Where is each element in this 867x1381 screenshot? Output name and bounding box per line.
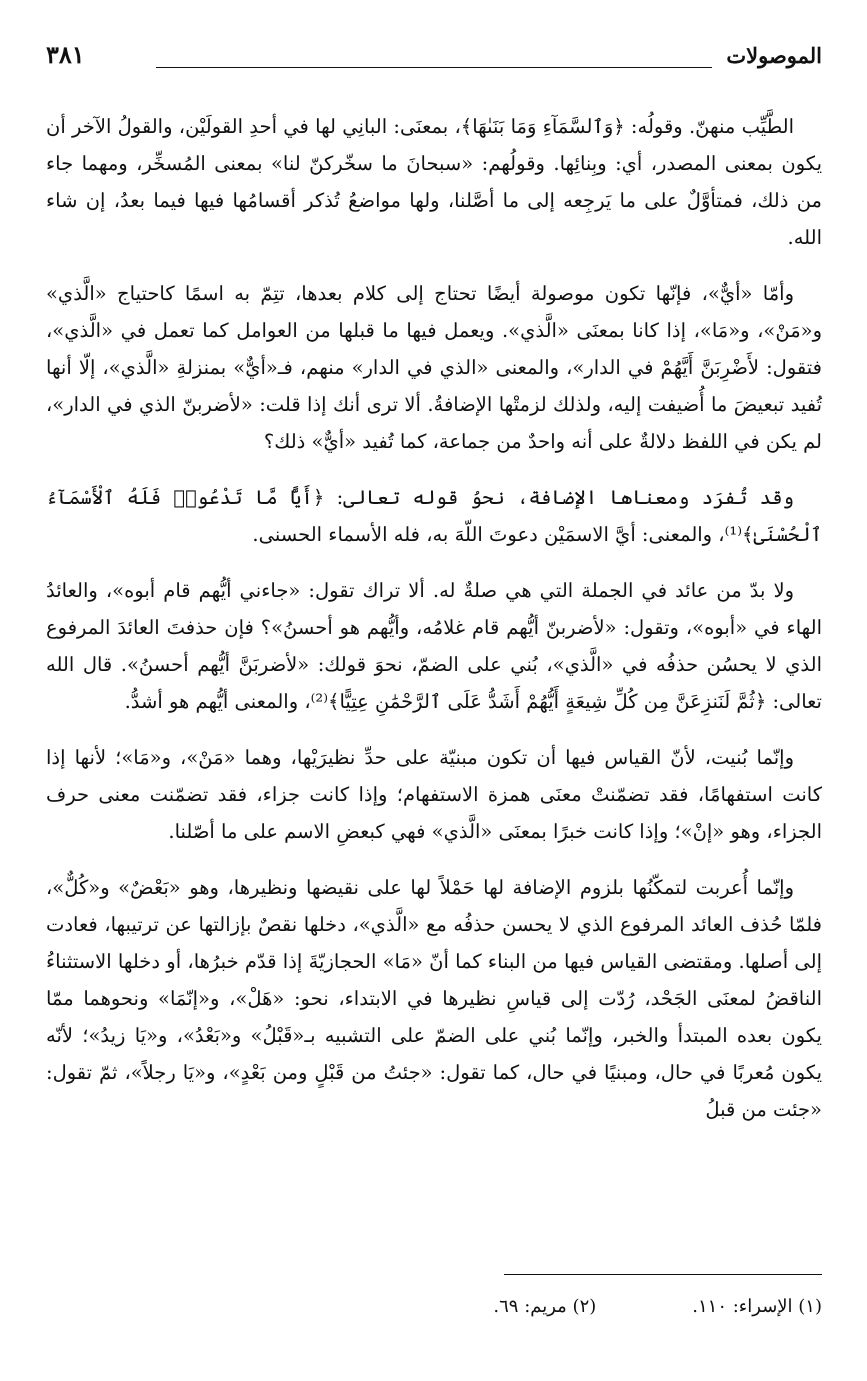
page-header	[46, 38, 822, 78]
book-page	[46, 38, 822, 1358]
paragraph: وقد تُفرَد ومعناها الإضافة، نحوُ قوله تعالى: ﴿أَيًّا مَّا تَدْعُوا۟ فَلَهُ ٱلْأَسْمَآءُ ٱلْحُسْنَىٰ﴾⁽¹⁾، والمعنى: أيَّ الاسمَيْن دعوتَ اللّهَ به، فله الأسماء الحسنى.	[46, 486, 822, 546]
paragraph: ولا بدّ من عائد في الجملة التي هي صلةٌ له. ألا تراك تقول: «جاءني أيُّهم قام أبوه»، والعائدُ الهاء في «أبوه»، وتقول: «لأضربنّ أيُّهم قام غلامُه، وأيُّهم هو أحسنُ»؟ فإن حذفتَ العائدَ المرفوع الذي لا يحسُن حذفُه في «الَّذي»، بُني على الضمّ، نحوَ قولك: «لأضربَنَّ أيُّهم أحسنُ». قال الله تعالى: ﴿ثُمَّ لَنَنزِعَنَّ مِن كُلِّ شِيعَةٍ أَيُّهُمْ أَشَدُّ عَلَى ٱلرَّحْمَٰنِ عِتِيًّا﴾⁽²⁾، والمعنى أيُّهم هو أشدُّ.	[46, 579, 822, 713]
paragraph: وأمّا «أيٌّ»، فإنّها تكون موصولة أيضًا تحتاج إلى كلام بعدها، تتِمّ به اسمًا كاحتياج «الَّذي» و«مَنْ»، و«مَا»، إذا كانا بمعنَى «الَّذي». ويعمل فيها ما قبلها من العوامل كما تعمل في «الَّذي»، فتقول: لأَضْرِبَنَّ أَيَّهُمْ في الدار»، والمعنى «الذي في الدار» منهم، فـ«أيٌّ» بمنزلةِ «الَّذي»، إلّا أنها تُفيد تبعيضَ ما أُضيفت إليه، ولذلك لزمتْها الإضافةُ. ألا ترى أنك إذا قلت: «لأضربنّ الذي في الدار»، لم يكن في اللفظ دلالةٌ على أنه واحدٌ من جماعة، كما تُفيد «أيٌّ» ذلك؟	[46, 282, 822, 453]
footnote-rule	[504, 1274, 822, 1275]
header-rule	[156, 67, 712, 68]
paragraph: الطَّيِّب منهنّ. وقولُه: ﴿وَٱلسَّمَآءِ وَمَا بَنَىٰهَا﴾، بمعنَى: البانِي لها في أحدِ القولَيْن، والقولُ الآخر أن يكون بمعنى المصدر، أي: وبِنائِها. وقولُهم: «سبحانَ ما سخّركنّ لنا» بمعنى المُسخِّر، ومهما جاء من ذلك، فمتأوَّلٌ على ما يَرجِعه إلى ما أصَّلنا، ولها مواضعُ تُذكر أقسامُها فيها فيما بعدُ، إن شاء الله.	[46, 115, 822, 249]
chapter-title: الموصولات	[726, 43, 822, 68]
footnote: (١) الإسراء: ١١٠.	[692, 1296, 822, 1317]
footnotes	[46, 1294, 822, 1320]
page-body	[46, 108, 822, 1128]
page-number: ٣٨١	[46, 40, 85, 69]
paragraph: وإنّما بُنيت، لأنّ القياس فيها أن تكون مبنيّة على حدِّ نظيرَيْها، وهما «مَنْ»، و«مَا»؛ لأنها إذا كانت استفهامًا، فقد تضمّنتْ معنَى همزة الاستفهام؛ وإذا كانت جزاء، فقد تضمّنت معنى حرف الجزاء، وهو «إنْ»؛ وإذا كانت خبرًا بمعنَى «الَّذي» فهي كبعضِ الاسم على ما أصّلنا.	[46, 746, 822, 843]
paragraph: وإنّما أُعربت لتمكّنُها بلزوم الإضافة لها حَمْلاً لها على نقيضها ونظيرها، وهو «بَعْضٌ» و«كُلٌّ»، فلمّا حُذف العائد المرفوع الذي لا يحسن حذفُه مع «الَّذي»، دخلها نقصٌ بإزالتها عن ترتيبها، فعادت إلى أصلها. ومقتضى القياس فيها من البناء كما أنّ «مَا» الحجازيّةَ إذا قدّم خبرُها، أو دخلها الاستثناءُ الناقضُ لمعنَى الجَحْد، رُدّت إلى قياسِ نظيرها في الابتداء، نحو: «هَلْ»، و«إنّمَا» ونحوهما ممّا يكون بعده المبتدأ والخبر، وإنّما بُني على الضمّ على التشبيه بـ«قَبْلُ» و«بَعْدُ»، و«يَا زيدُ»؛ لأنّه يكون مُعربًا في حال، ومبنيًا في حال، كما تقول: «جئتُ من قَبْلٍ ومن بَعْدٍ»، و«يَا رجلاً»، ثمّ تقول: «جئت من قبلُ	[46, 876, 822, 1121]
footnote: (٢) مريم: ٦٩.	[493, 1296, 597, 1317]
